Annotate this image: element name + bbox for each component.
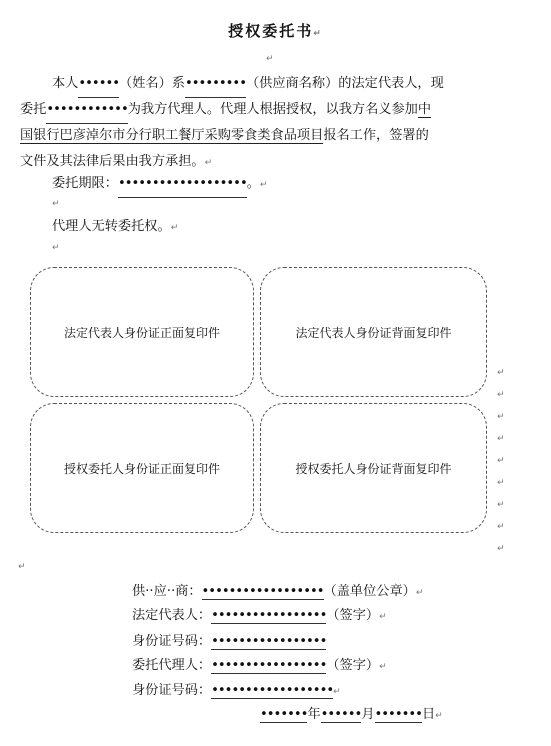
date-line xyxy=(260,703,443,723)
paragraph-mark: ↵ xyxy=(259,180,268,190)
text: （姓名）系 xyxy=(119,76,185,91)
day-label: 日 xyxy=(421,707,436,722)
agent-label: 委托代理人： xyxy=(132,658,212,673)
paragraph-mark: ↵ xyxy=(497,500,505,510)
name-blank[interactable]: •••••• xyxy=(78,71,119,98)
box-label: 授权委托人身份证背面复印件 xyxy=(295,461,452,476)
text: 文件及其法律后果由我方承担。 xyxy=(20,154,205,169)
box-label: 法定代表人身份证正面复印件 xyxy=(63,325,220,340)
text: 委托 xyxy=(20,102,47,117)
document-title xyxy=(0,20,551,41)
underlined-text: 国银行巴彦淖尔市分行职工餐厅采购零食类食品项目 xyxy=(20,128,324,143)
paragraph-mark: ↵ xyxy=(497,434,505,444)
period-label: 委托期限： xyxy=(52,176,118,191)
paragraph-mark: ↵ xyxy=(52,199,60,209)
legal-rep-id-front-box xyxy=(30,267,254,397)
legal-rep-id-back-box xyxy=(260,267,487,397)
year-label: 年 xyxy=(307,707,321,722)
month-label: 月 xyxy=(361,707,375,722)
paragraph-mark: ↵ xyxy=(497,390,505,400)
box-label: 法定代表人身份证背面复印件 xyxy=(295,325,452,340)
seal-note: （盖单位公章） xyxy=(323,584,416,599)
id-number-line-1 xyxy=(132,630,326,650)
agent-blank[interactable]: •••••••••••• xyxy=(46,97,127,124)
month-blank[interactable]: •••••• xyxy=(320,707,362,722)
day-blank[interactable]: ••••••• xyxy=(374,707,422,722)
box-label: 授权委托人身份证正面复印件 xyxy=(63,461,220,476)
paragraph-line-3 xyxy=(20,123,429,149)
underlined-text: 中 xyxy=(417,102,432,117)
text: （供应商名称）的法定代表人，现 xyxy=(246,76,444,91)
text: 。 xyxy=(246,176,260,191)
legal-rep-label: 法定代表人： xyxy=(132,608,212,623)
id-blank[interactable]: ••••••••••••••••• xyxy=(211,634,327,649)
id-label: 身份证号码： xyxy=(132,683,212,698)
legal-rep-sign-blank[interactable]: ••••••••••••••••• xyxy=(211,608,327,623)
paragraph-mark: ↵ xyxy=(52,243,60,253)
paragraph-mark: ↵ xyxy=(497,456,505,466)
paragraph-mark: ↵ xyxy=(435,711,443,721)
id-number-line-2 xyxy=(132,679,341,699)
period-blank[interactable]: ••••••••••••••••••• xyxy=(118,171,247,198)
supplier-sign-blank[interactable]: •••••••••••••••••• xyxy=(201,584,324,599)
agent-id-back-box xyxy=(260,403,487,533)
text: 报名工作，签署的 xyxy=(323,128,429,143)
paragraph-mark: ↵ xyxy=(497,522,505,532)
paragraph-mark: ↵ xyxy=(415,588,424,598)
text: 本人 xyxy=(52,76,79,91)
paragraph-mark: ↵ xyxy=(497,478,505,488)
title-text: 授权委托书 xyxy=(228,22,314,40)
id-blank[interactable]: •••••••••••••••••• xyxy=(211,683,334,698)
sign-note: （签字） xyxy=(326,608,380,623)
supplier-blank[interactable]: ••••••••• xyxy=(185,71,246,98)
paragraph-mark: ↵ xyxy=(170,223,179,233)
supplier-line xyxy=(132,580,423,600)
agent-id-front-box xyxy=(30,403,254,533)
period-line xyxy=(52,171,267,198)
no-subdelegation xyxy=(52,214,178,241)
id-label: 身份证号码： xyxy=(132,634,212,649)
agent-sign-blank[interactable]: ••••••••••••••••• xyxy=(211,658,327,673)
paragraph-mark: ↵ xyxy=(379,612,387,622)
paragraph-mark: ↵ xyxy=(18,562,26,572)
paragraph-mark: ↵ xyxy=(497,368,505,378)
supplier-label: 供··应··商： xyxy=(132,584,202,599)
legal-rep-line xyxy=(132,604,387,624)
sign-note: （签字） xyxy=(326,658,380,673)
paragraph-mark: ↵ xyxy=(379,662,387,672)
paragraph-mark: ↵ xyxy=(266,54,274,64)
year-blank[interactable]: ••••••• xyxy=(260,707,308,722)
paragraph-line-1 xyxy=(52,71,444,98)
paragraph-mark: ↵ xyxy=(313,29,323,39)
text: 为我方代理人。代理人根据授权，以我方名义参加 xyxy=(127,102,418,117)
paragraph-line-2 xyxy=(20,97,431,124)
agent-line xyxy=(132,654,387,674)
paragraph-mark: ↵ xyxy=(333,687,341,697)
paragraph-mark: ↵ xyxy=(497,544,505,554)
text: 代理人无转委托权。 xyxy=(52,219,171,234)
paragraph-mark: ↵ xyxy=(204,158,213,168)
paragraph-mark: ↵ xyxy=(497,412,505,422)
